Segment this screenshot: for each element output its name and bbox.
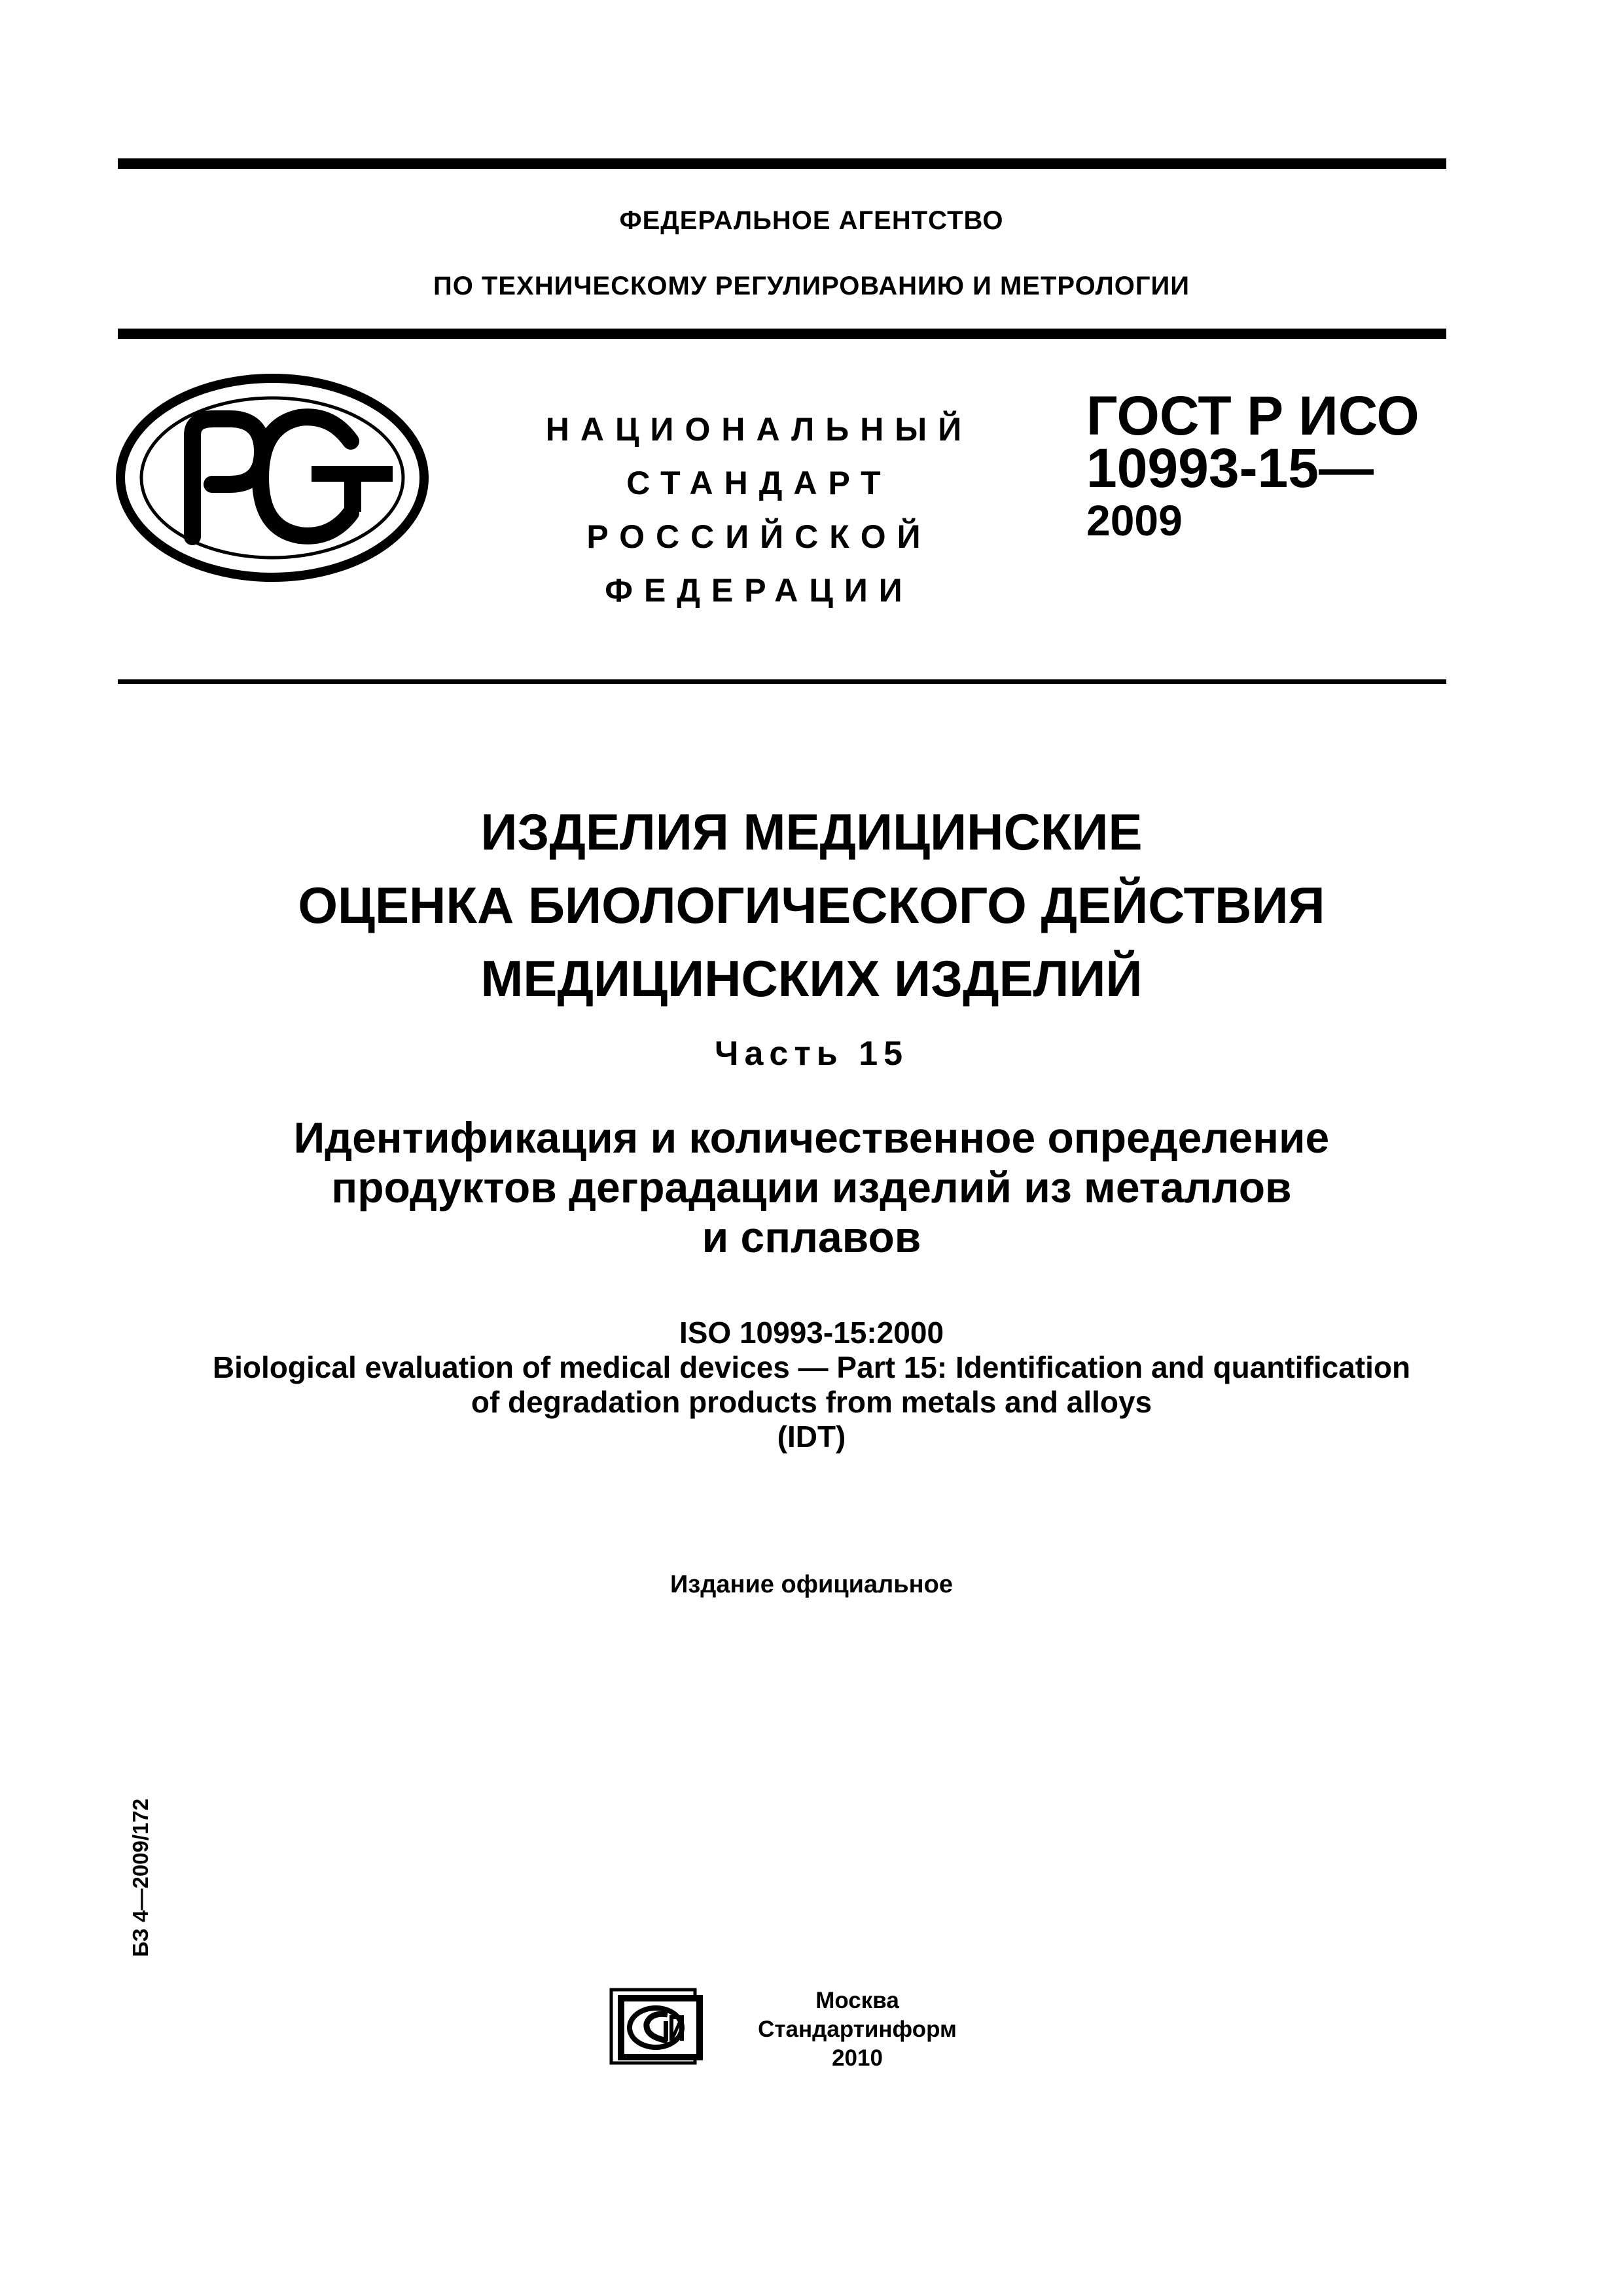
agency-line-2: ПО ТЕХНИЧЕСКОМУ РЕГУЛИРОВАНИЮ И МЕТРОЛОГИИ — [433, 272, 1190, 300]
publisher-name: Стандартинформ — [758, 2017, 957, 2042]
header-rule — [118, 329, 1446, 339]
edition-label: Издание официальное — [670, 1571, 953, 1598]
natstd-line-3: РОССИЙСКОЙ — [586, 518, 932, 555]
subtitle-line-1: Идентификация и количественное определение — [293, 1113, 1330, 1162]
iso-code: ISO 10993-15:2000 — [679, 1316, 944, 1350]
publisher-logo — [609, 1983, 707, 2068]
title-line-1: ИЗДЕЛИЯ МЕДИЦИНСКИЕ — [480, 803, 1143, 861]
rst-logo — [115, 373, 429, 583]
subtitle-line-3: и сплавов — [702, 1213, 921, 1261]
natstd-line-2: СТАНДАРТ — [626, 465, 892, 501]
designation-line-2: 10993-15— — [1086, 437, 1374, 499]
agency-line-1: ФЕДЕРАЛЬНОЕ АГЕНТСТВО — [619, 206, 1004, 235]
iso-title-line-1: Biological evaluation of medical devices — Part 15: Identification and quantification — [212, 1350, 1411, 1384]
designation-line-1: ГОСТ Р ИСО — [1086, 385, 1419, 446]
title-line-2: ОЦЕНКА БИОЛОГИЧЕСКОГО ДЕЙСТВИЯ — [298, 876, 1325, 934]
natstd-line-4: ФЕДЕРАЦИИ — [605, 572, 914, 609]
document-subtitle — [0, 1113, 1623, 1262]
natstd-line-1: НАЦИОНАЛЬНЫЙ — [545, 411, 973, 448]
block-rule — [118, 679, 1446, 684]
publisher-year: 2010 — [832, 2045, 883, 2071]
part-label: Часть 15 — [714, 1035, 909, 1073]
iso-title-line-2: of degradation products from metals and alloys — [471, 1385, 1152, 1419]
title-line-3: МЕДИЦИНСКИХ ИЗДЕЛИЙ — [480, 950, 1143, 1007]
iso-equivalence: (IDT) — [777, 1420, 846, 1454]
top-rule — [118, 158, 1446, 169]
publisher-block — [720, 1986, 995, 2073]
side-code: БЗ 4—2009/172 — [128, 1798, 152, 1957]
document-title — [0, 795, 1623, 1015]
national-standard-label — [510, 403, 1008, 617]
iso-reference — [0, 1316, 1623, 1454]
designation-line-3: 2009 — [1086, 496, 1183, 545]
standard-designation — [1086, 385, 1419, 547]
publisher-city: Москва — [815, 1988, 899, 2013]
subtitle-line-2: продуктов деградации изделий из металлов — [331, 1163, 1292, 1211]
